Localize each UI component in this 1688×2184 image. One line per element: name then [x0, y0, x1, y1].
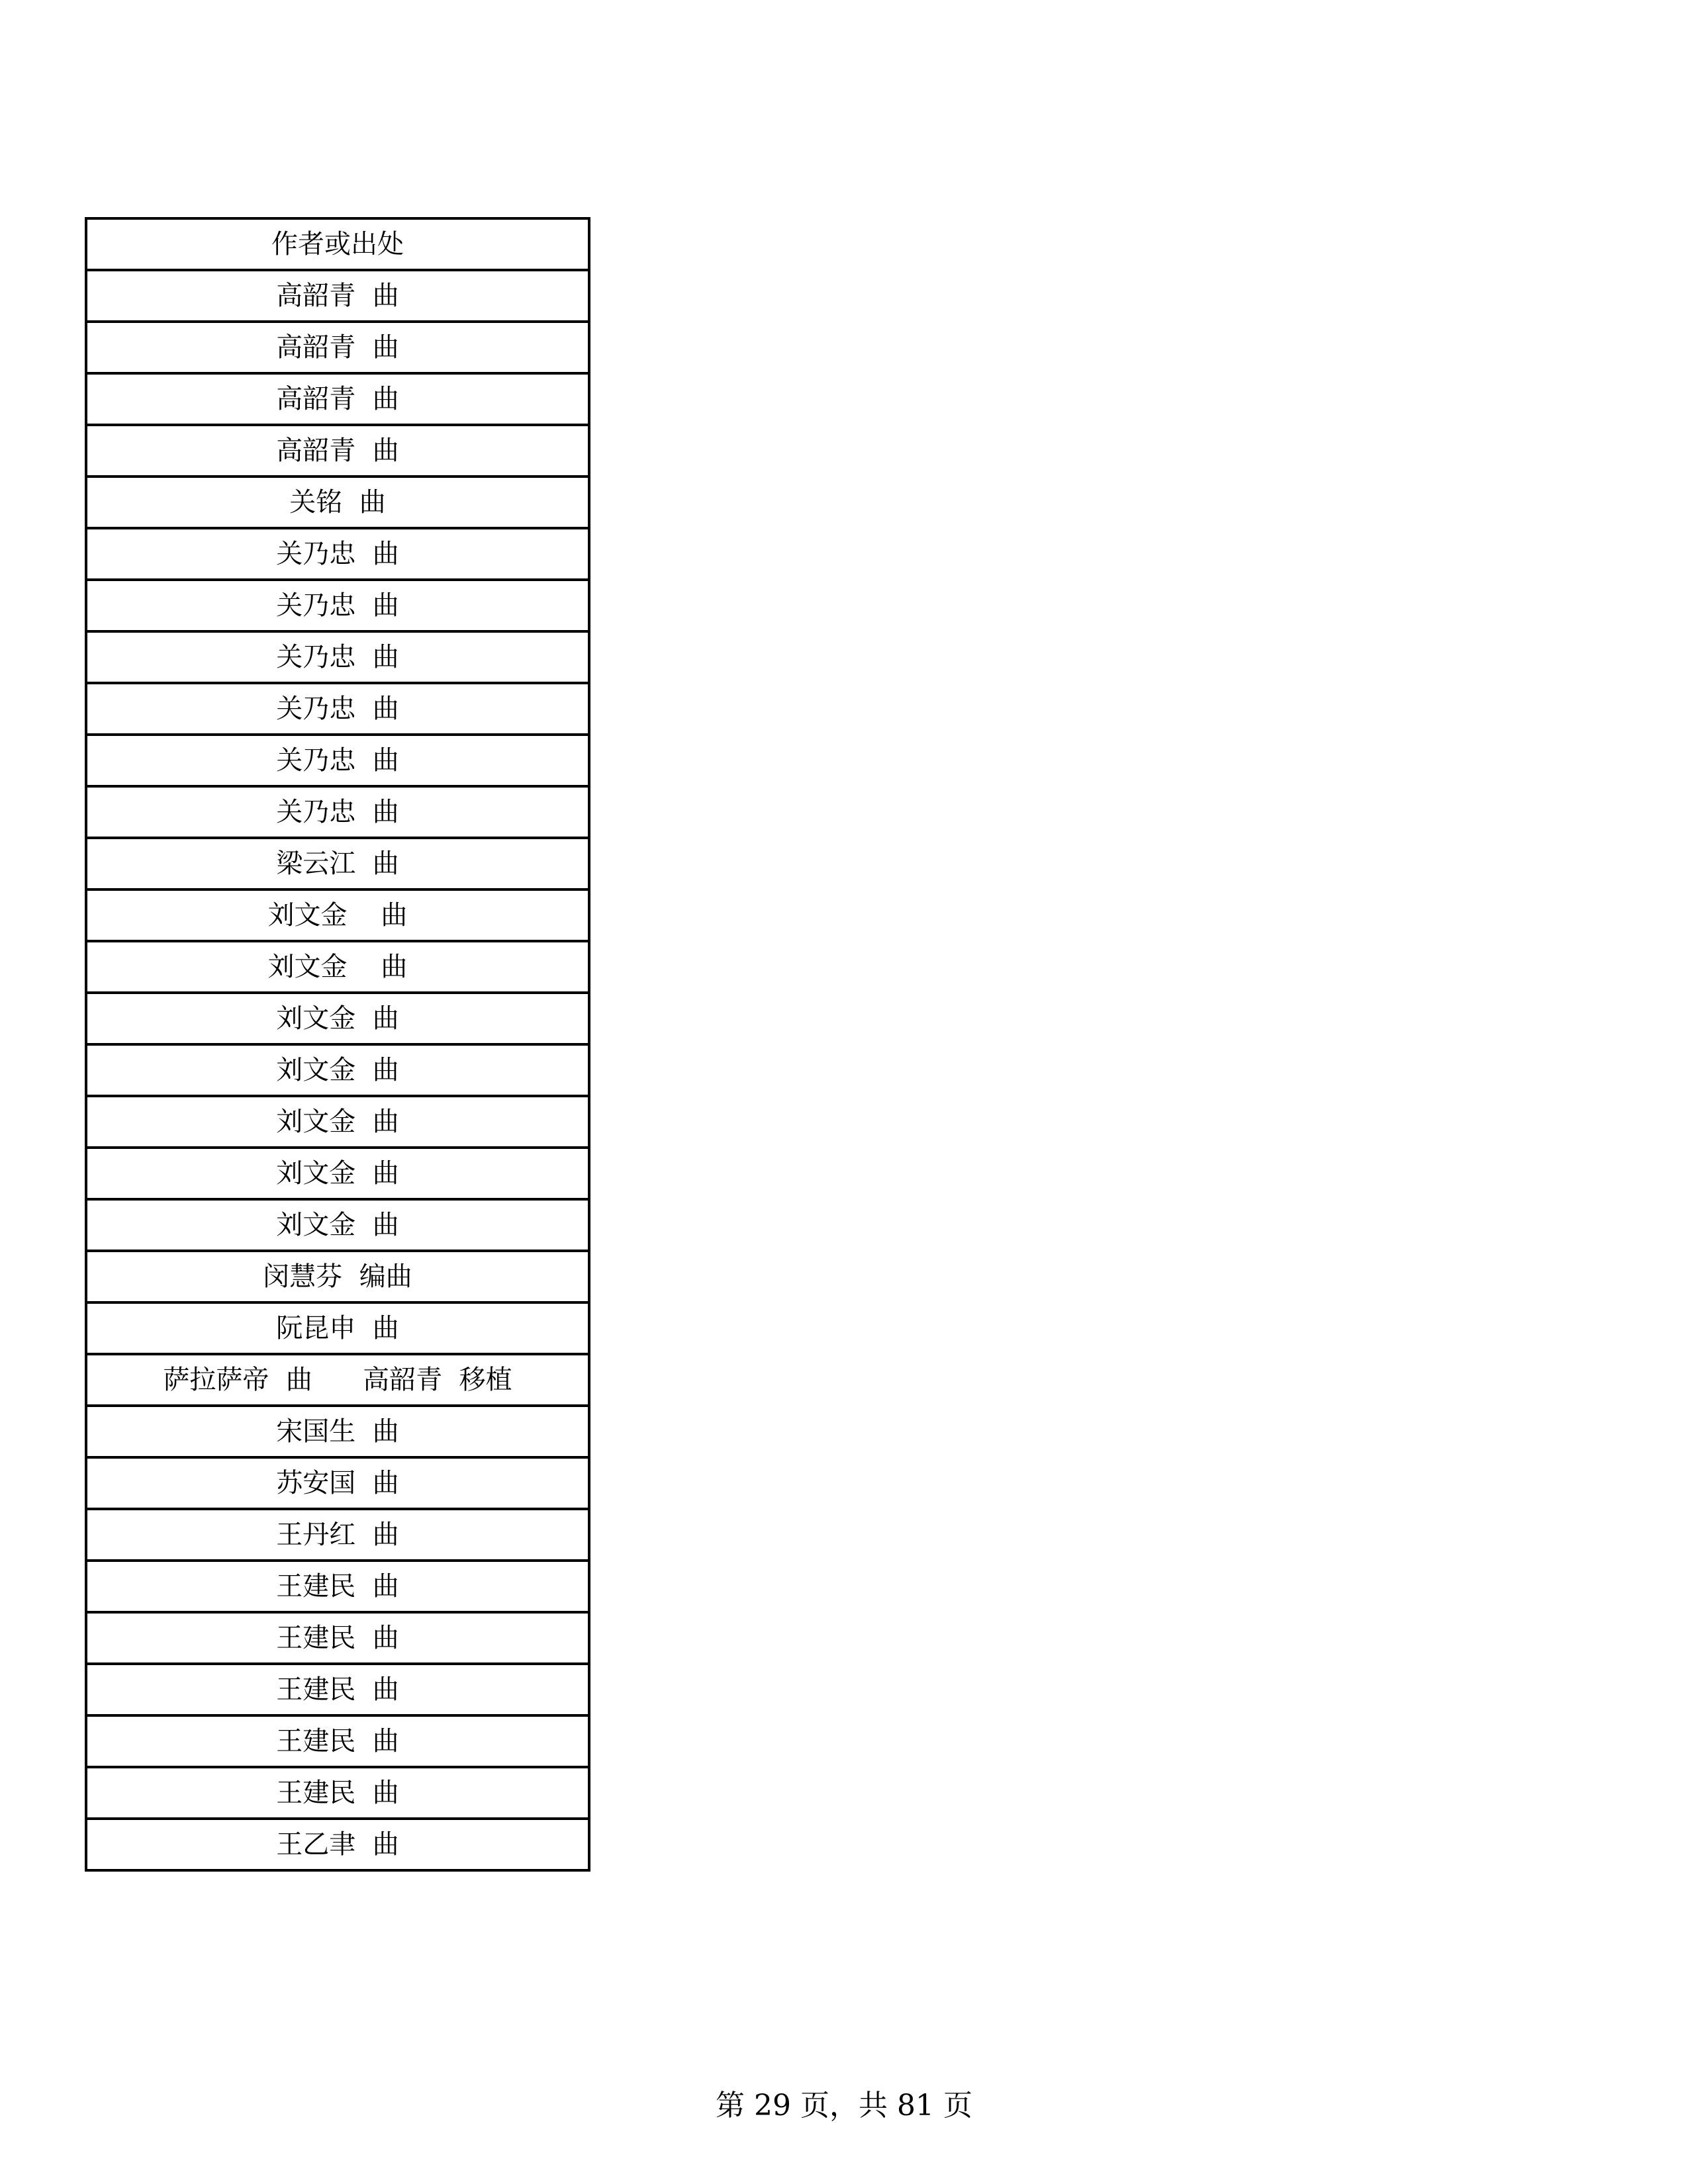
author-cell: 刘文金 曲 [86, 1148, 589, 1199]
author-cell: 刘文金 曲 [86, 1199, 589, 1251]
author-cell: 关乃忠 曲 [86, 580, 589, 631]
table-row [86, 1302, 589, 1354]
table-row [86, 838, 589, 889]
author-cell: 闵慧芬 编曲 [86, 1251, 589, 1302]
table-row [86, 528, 589, 580]
author-cell: 王建民 曲 [86, 1767, 589, 1819]
author-cell: 刘文金 曲 [86, 889, 589, 941]
author-cell: 刘文金 曲 [86, 941, 589, 993]
author-cell: 关乃忠 曲 [86, 786, 589, 838]
table-row [86, 1664, 589, 1715]
table-row [86, 993, 589, 1044]
table-row [86, 1819, 589, 1870]
author-cell: 苏安国 曲 [86, 1457, 589, 1509]
table-row [86, 1612, 589, 1664]
table-row [86, 580, 589, 631]
table-row [86, 786, 589, 838]
author-cell: 梁云江 曲 [86, 838, 589, 889]
author-cell: 阮昆申 曲 [86, 1302, 589, 1354]
author-cell: 王建民 曲 [86, 1561, 589, 1612]
table-header-row [86, 218, 589, 270]
table-row [86, 373, 589, 425]
table-row [86, 1044, 589, 1096]
author-cell: 宋国生 曲 [86, 1406, 589, 1457]
author-cell: 高韶青 曲 [86, 373, 589, 425]
table-row [86, 631, 589, 683]
author-cell: 高韶青 曲 [86, 270, 589, 322]
table-row [86, 1148, 589, 1199]
table-row [86, 1767, 589, 1819]
author-cell: 高韶青 曲 [86, 322, 589, 373]
author-cell: 王丹红 曲 [86, 1509, 589, 1561]
table-row [86, 425, 589, 477]
table-row [86, 1406, 589, 1457]
author-cell: 刘文金 曲 [86, 993, 589, 1044]
author-cell: 高韶青 曲 [86, 425, 589, 477]
author-cell: 刘文金 曲 [86, 1044, 589, 1096]
author-cell: 王乙聿 曲 [86, 1819, 589, 1870]
author-cell: 关乃忠 曲 [86, 631, 589, 683]
table-row [86, 735, 589, 786]
table-row [86, 1199, 589, 1251]
table-row [86, 889, 589, 941]
table-row [86, 1251, 589, 1302]
table-row [86, 1509, 589, 1561]
table-row [86, 683, 589, 735]
author-cell: 关乃忠 曲 [86, 735, 589, 786]
table-row [86, 1354, 589, 1406]
table-row [86, 941, 589, 993]
table-row [86, 1457, 589, 1509]
author-cell: 关铭 曲 [86, 477, 589, 528]
author-table [85, 217, 590, 1872]
author-cell: 王建民 曲 [86, 1715, 589, 1767]
table-row [86, 270, 589, 322]
author-cell: 刘文金 曲 [86, 1096, 589, 1148]
author-cell: 萨拉萨帝 曲 高韶青 移植 [86, 1354, 589, 1406]
author-cell: 关乃忠 曲 [86, 683, 589, 735]
table-header-cell: 作者或出处 [86, 218, 589, 270]
author-cell: 关乃忠 曲 [86, 528, 589, 580]
table-row [86, 322, 589, 373]
author-cell: 王建民 曲 [86, 1664, 589, 1715]
table-row [86, 1096, 589, 1148]
table-row [86, 477, 589, 528]
page-number-footer: 第 29 页，共 81 页 [716, 2089, 972, 2122]
author-cell: 王建民 曲 [86, 1612, 589, 1664]
table-row [86, 1561, 589, 1612]
author-table-body [86, 218, 589, 1870]
table-row [86, 1715, 589, 1767]
